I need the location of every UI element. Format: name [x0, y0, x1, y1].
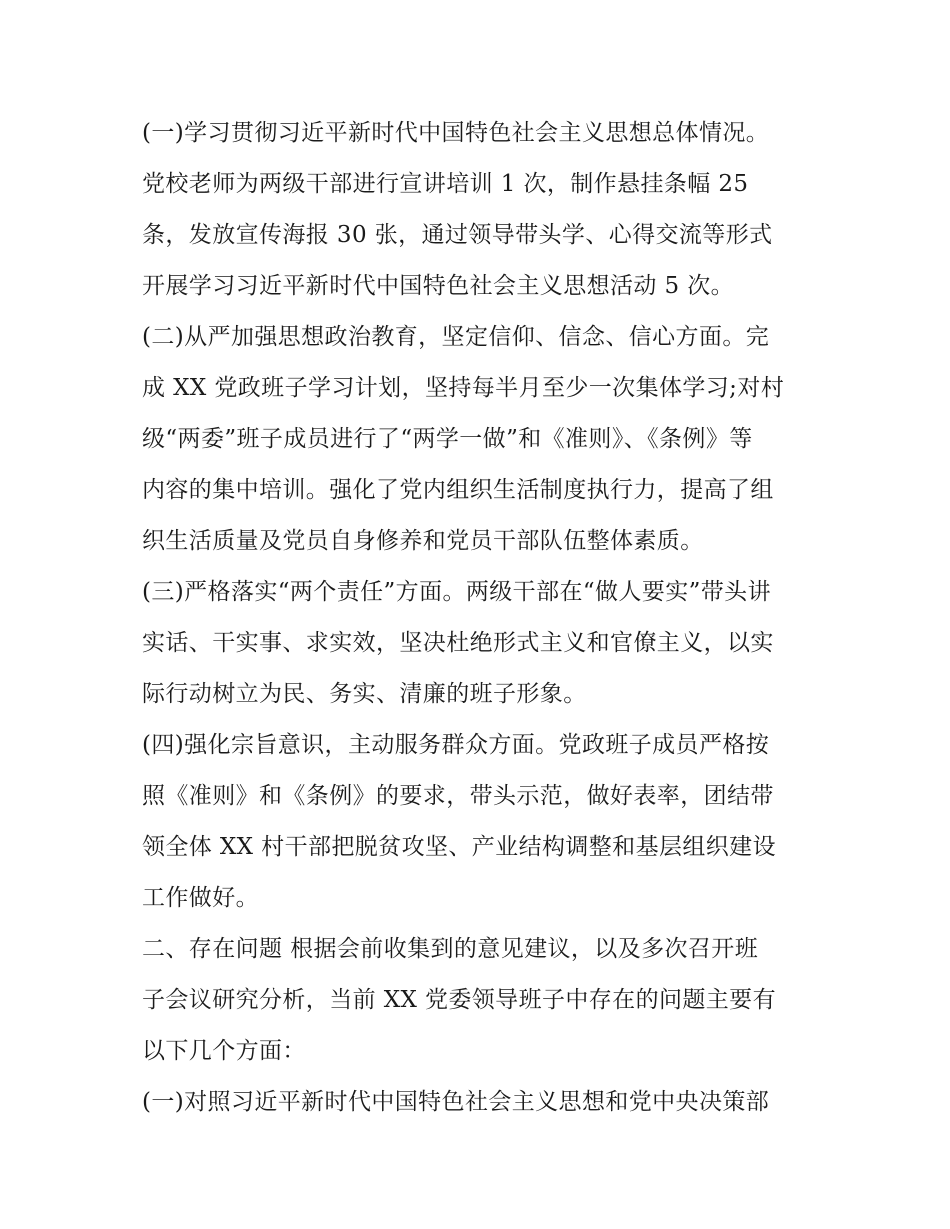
- text-line: (三)严格落实“两个责任”方面。两级干部在“做人要实”带头讲: [142, 579, 771, 605]
- text-line: (一)学习贯彻习近平新时代中国特色社会主义思想总体情况。: [142, 120, 770, 146]
- text-line: 织生活质量及党员自身修养和党员干部队伍整体素质。: [142, 528, 704, 554]
- text-line: 实话、干实事、求实效，坚决杜绝形式主义和官僚主义，以实: [142, 630, 774, 656]
- text-line: (一)对照习近平新时代中国特色社会主义思想和党中央决策部: [142, 1089, 770, 1115]
- document-body: [142, 108, 822, 1128]
- text-line: 级“两委”班子成员进行了“两学一做”和《准则》、《条例》等: [142, 426, 753, 452]
- text-line: 以下几个方面：: [142, 1038, 306, 1064]
- text-line: 照《准则》和《条例》的要求，带头示范，做好表率，团结带: [142, 783, 774, 809]
- text-line: (四)强化宗旨意识，主动服务群众方面。党政班子成员严格按: [142, 732, 770, 758]
- text-line: 开展学习习近平新时代中国特色社会主义思想活动 5 次。: [142, 273, 735, 299]
- text-line: 子会议研究分析，当前 XX 党委领导班子中存在的问题主要有: [142, 987, 776, 1013]
- text-line: 二、存在问题 根据会前收集到的意见建议，以及多次召开班: [142, 936, 759, 962]
- text-line: 党校老师为两级干部进行宣讲培训 1 次，制作悬挂条幅 25: [142, 171, 749, 197]
- text-line: 成 XX 党政班子学习计划，坚持每半月至少一次集体学习;对村: [142, 375, 785, 401]
- text-line: 工作做好。: [142, 885, 259, 911]
- text-line: 条，发放宣传海报 30 张，通过领导带头学、心得交流等形式: [142, 222, 773, 248]
- text-line: 际行动树立为民、务实、清廉的班子形象。: [142, 681, 587, 707]
- text-line: 领全体 XX 村干部把脱贫攻坚、产业结构调整和基层组织建设: [142, 834, 776, 860]
- text-line: (二)从严加强思想政治教育，坚定信仰、信念、信心方面。完: [142, 324, 770, 350]
- text-line: 内容的集中培训。强化了党内组织生活制度执行力，提高了组: [142, 477, 774, 503]
